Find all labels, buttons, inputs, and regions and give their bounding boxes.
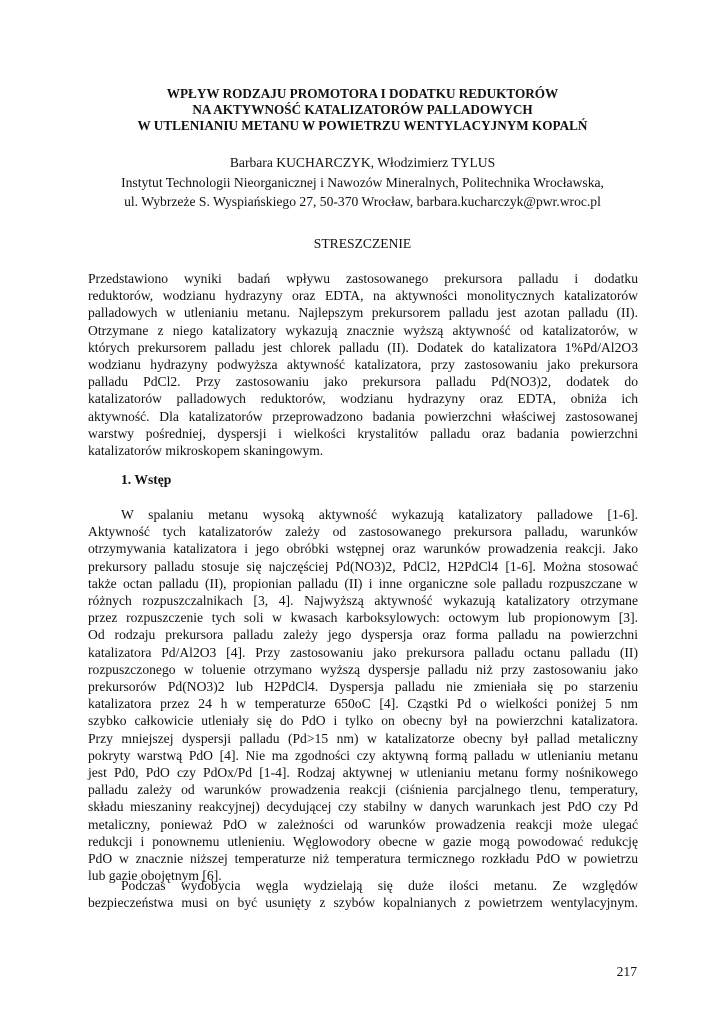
section-heading: 1. Wstęp [121,472,172,487]
text-line: bezpieczeństwa musi on być usunięty z szybów kopalnianych z powietrzem wentylacyjnym. [88,895,638,911]
text-line: rozpuszczonego w toluenie otrzymano wyższą dyspersje palladu niż przy zastosowaniu jako [88,661,638,677]
text-line: Przedstawiono wyniki badań wpływu zastosowanego prekursora palladu i dodatku [88,271,638,286]
text-line: katalizatorów palladowych reduktorów, wodzianu hydrazyny oraz EDTA, obniża ich [88,391,638,407]
abstract-heading: STRESZCZENIE [313,236,412,251]
intro-paragraph-2 [88,877,638,911]
paper-title [0,86,725,134]
text-line: lub gazie obojętnym [6]. [88,868,222,884]
text-line: warstwy pośredniej, dyspersji i wielkości krystalitów palladu oraz badania powierzchni [88,425,638,441]
author-affiliation: Instytut Technologii Nieorganicznej i Nawozów Mineralnych, Politechnika Wrocławska, [121,174,604,190]
text-line: wodzianu hydrazyny podwyższa aktywność katalizatora, przy zastosowaniu jako prekursora [88,357,638,373]
title-line-1: WPŁYW RODZAJU PROMOTORA I DODATKU REDUKTORÓW [166,86,559,101]
text-line: katalizatora Pd/Al2O3 [4]. Przy zastosowaniu jako prekursora palladu octanu palladu (II) [88,644,638,660]
text-line: W spalaniu metanu wysoką aktywność wykazują katalizatory palladowe [1-6]. [121,507,638,522]
author-address: ul. Wybrzeże S. Wyspiańskiego 27, 50-370 Wrocław, barbara.kucharczyk@pwr.wroc.pl [124,194,601,209]
text-line: składu mieszaniny reakcyjnej) decydującej czy stabilny w danych warunkach jest PdO czy Pd [88,799,638,815]
text-line: jest Pd0, PdO czy PdOx/Pd [1-4]. Rodzaj aktywnej w utlenianiu metanu formy nośnikowego [88,765,638,781]
text-line: metaliczny, ponieważ PdO w zależności od warunków prowadzenia reakcji może ulegać [88,816,638,832]
text-line: palladowych w utlenianiu metanu. Najlepszym prekursorem palladu jest azotan palladu (II). [88,305,638,321]
text-line: których prekursorem palladu jest chlorek palladu (II). Dodatek do katalizatora 1%Pd/Al2O3 [88,339,638,355]
text-line: pokryty warstwą PdO [4]. Nie ma zgodności czy aktywną formą palladu w utlenianiu metanu [88,747,638,763]
text-line: PdO w znacznie niższej temperaturze niż temperatura termicznego rozkładu PdO w powietrzu [88,851,638,867]
text-line: Podczas wydobycia węgla wydzielają się duże ilości metanu. Ze względów [121,878,638,893]
text-line: przez rozpuszczenie tych soli w kwasach karboksylowych: octowym lub propionowym [3]. [88,610,638,626]
text-line: różnych rozpuszczalnikach [3, 4]. Najwyższą aktywność wykazują katalizatory otrzymane [88,593,638,609]
text-line: palladu PdCl2. Przy zastosowaniu jako prekursora palladu Pd(NO3)2, dodatek do [88,374,638,390]
text-line: palladu zależy od warunków prowadzenia reakcji (ciśnienia parcjalnego tlenu, temperatury, [88,782,638,798]
text-line: prekursorów Pd(NO3)2 lub H2PdCl4. Dyspersja palladu nie zmieniała się po starzeniu [88,679,638,695]
abstract-paragraph [88,270,638,459]
text-line: redukcji i ponownemu utlenieniu. Węglowodory obecne w gazie mogą powodować redukcję [88,833,638,849]
title-line-2: NA AKTYWNOŚĆ KATALIZATORÓW PALLADOWYCH [192,102,533,117]
intro-paragraph [88,506,638,884]
text-line: otrzymywania katalizatora i jego obróbki wstępnej oraz warunków prowadzenia reakcji. Jako [88,541,638,557]
text-line: reduktorów, wodzianu hydrazyny oraz EDTA, na aktywności monolitycznych katalizatorów [88,288,638,304]
text-line: szybko całkowicie utleniały się do PdO i tylko on obecny był na powierzchni katalizatora. [88,713,638,729]
page-number: 217 [616,964,637,979]
title-line-3: W UTLENIANIU METANU W POWIETRZU WENTYLACYJNYM KOPALŃ [137,118,588,133]
text-line: Przy mniejszej dyspersji palladu (Pd>15 nm) w katalizatorze obecny był pallad metaliczny [88,730,638,746]
text-line: katalizatora przez 24 h w temperaturze 650oC [4]. Cząstki Pd o wielkości poniżej 5 nm [88,696,638,712]
text-line: także octan palladu (II), propionian palladu (II) i inne organiczne sole palladu rozpuszczane w [88,575,638,591]
text-line: prekursory palladu stosuje się najczęściej Pd(NO3)2, PdCl2, H2PdCl4 [1-6]. Można stosować [88,558,638,574]
text-line: aktywność. Dla katalizatorów przeprowadzono badania powierzchni właściwej zastosowanej [88,408,638,424]
author-names: Barbara KUCHARCZYK, Włodzimierz TYLUS [229,155,496,170]
text-line: Aktywność tych katalizatorów zależy od zastosowanego prekursora palladu, warunków [88,524,638,540]
text-line: katalizatorów mikroskopem skaningowym. [88,443,324,459]
author-block [0,153,725,212]
text-line: Od rodzaju prekursora palladu zależy jego dyspersja oraz forma palladu na powierzchni [88,627,638,643]
text-line: Otrzymane z niego katalizatory wykazują znacznie wyższą aktywność od katalizatorów, w [88,322,638,338]
